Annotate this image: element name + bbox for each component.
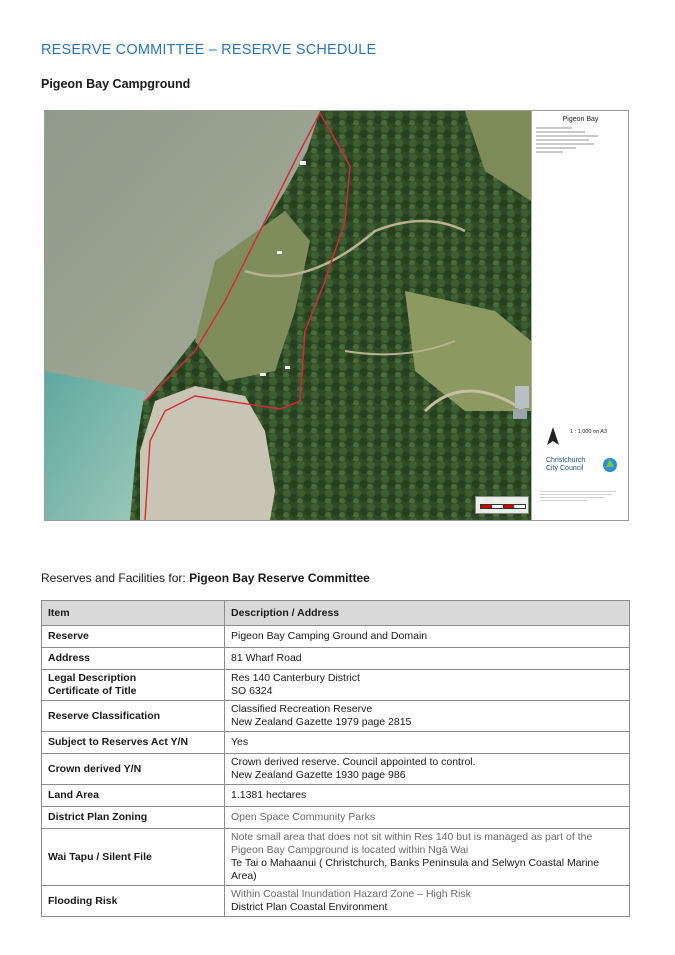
row-description: 81 Wharf Road (225, 648, 630, 670)
table-row (42, 732, 630, 754)
row-description (225, 754, 630, 785)
row-description-line: Within Coastal Inundation Hazard Zone – High Risk (231, 888, 471, 900)
reserve-details-table (41, 600, 630, 917)
reserves-intro (41, 571, 370, 585)
north-arrow-icon (546, 427, 560, 452)
row-label: Wai Tapu / Silent File (42, 829, 225, 886)
row-description (225, 701, 630, 732)
table-row (42, 626, 630, 648)
council-logo-text (546, 457, 585, 473)
row-label: Reserve (42, 626, 225, 648)
table-row (42, 886, 630, 917)
reserves-intro-prefix: Reserves and Facilities for: (41, 571, 190, 585)
council-logo-line1: Christchurch (546, 457, 586, 464)
row-label: Flooding Risk (42, 886, 225, 917)
row-description-line: District Plan Coastal Environment (231, 901, 388, 913)
table-header-row (42, 601, 630, 626)
row-description-line: New Zealand Gazette 1979 page 2815 (231, 716, 412, 728)
page-heading: RESERVE COMMITTEE – RESERVE SCHEDULE (41, 42, 377, 58)
header-description: Description / Address (225, 601, 630, 626)
row-description-line: Te Tai o Mahaanui ( Christchurch, Banks Peninsula and Selwyn Coastal Marine Area) (231, 857, 600, 882)
row-description-line: SO 6324 (231, 685, 273, 697)
map-scalebar (475, 496, 529, 514)
table-row (42, 785, 630, 807)
row-description (225, 670, 630, 701)
row-description: Pigeon Bay Camping Ground and Domain (225, 626, 630, 648)
row-label: Subject to Reserves Act Y/N (42, 732, 225, 754)
aerial-map (44, 110, 629, 521)
row-description: Open Space Community Parks (225, 807, 630, 829)
table-row (42, 648, 630, 670)
row-label: Address (42, 648, 225, 670)
table-row (42, 670, 630, 701)
row-label-line: Certificate of Title (48, 685, 137, 697)
aerial-photo (45, 111, 531, 520)
row-label: District Plan Zoning (42, 807, 225, 829)
row-description-line: Note small area that does not sit within Res 140 but is managed as part of the Pigeon Bay Campground is located within Ngā Wai (231, 831, 593, 856)
row-label-line: Legal Description (48, 672, 137, 684)
council-logo-icon (602, 457, 618, 478)
header-item: Item (42, 601, 225, 626)
row-description-line: Res 140 Canterbury District (231, 672, 360, 684)
table-row (42, 829, 630, 886)
map-disclaimer-lines (540, 489, 620, 503)
reserve-committee-name: Pigeon Bay Reserve Committee (189, 571, 370, 585)
table-row (42, 701, 630, 732)
table-row (42, 754, 630, 785)
row-description: 1.1381 hectares (225, 785, 630, 807)
row-description-line: Crown derived reserve. Council appointed to control. (231, 756, 476, 768)
map-legend-entries (536, 127, 625, 153)
row-description-line: New Zealand Gazette 1930 page 986 (231, 769, 406, 781)
table-row (42, 807, 630, 829)
map-scale-text: 1 : 1,000 on A3 (570, 429, 608, 435)
row-label: Reserve Classification (42, 701, 225, 732)
row-label: Crown derived Y/N (42, 754, 225, 785)
map-legend-panel (531, 111, 629, 520)
map-legend-title: Pigeon Bay (562, 116, 599, 123)
row-description: Yes (225, 732, 630, 754)
council-logo-line2: City Council (546, 465, 584, 472)
row-description (225, 886, 630, 917)
row-description-line: Classified Recreation Reserve (231, 703, 373, 715)
page-subheading: Pigeon Bay Campground (41, 77, 191, 91)
row-label (42, 670, 225, 701)
row-description (225, 829, 630, 886)
row-label: Land Area (42, 785, 225, 807)
